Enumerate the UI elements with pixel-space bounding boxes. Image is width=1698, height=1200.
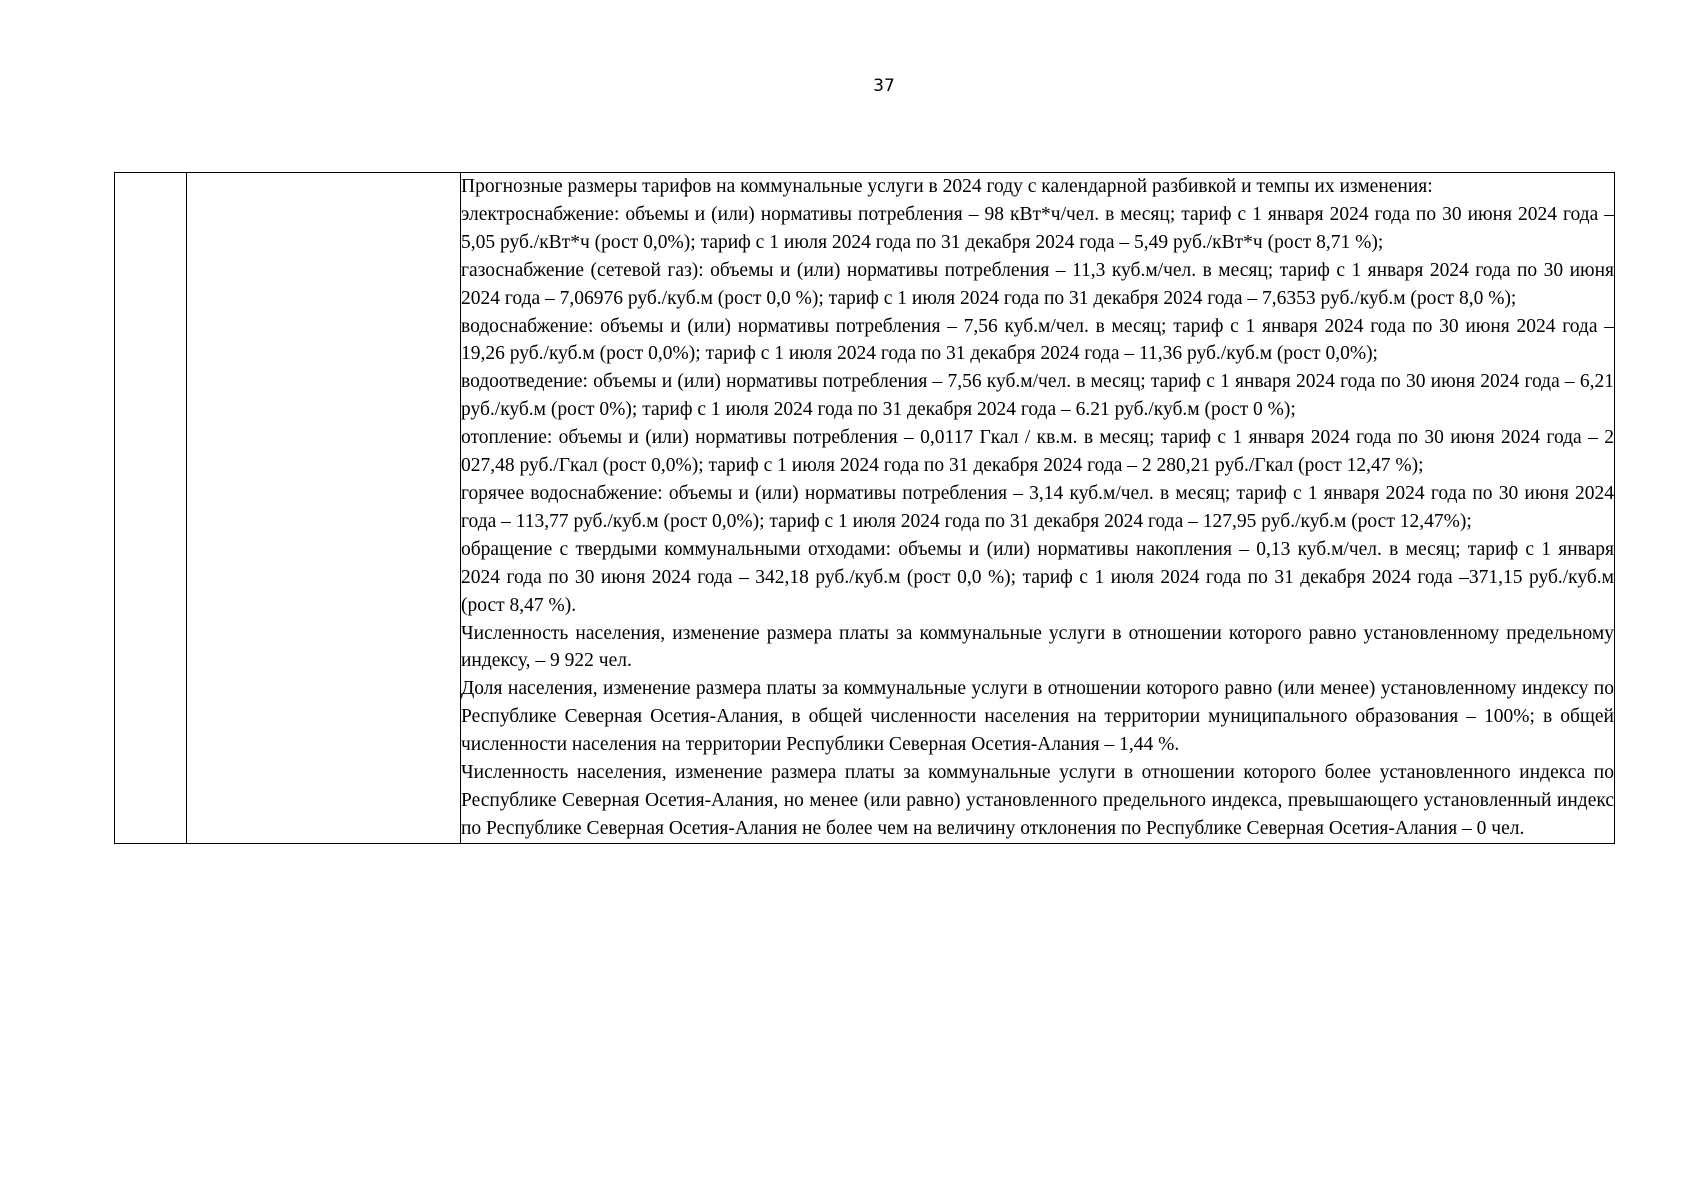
- paragraph-gas: газоснабжение (сетевой газ): объемы и (или) нормативы потребления – 11,3 куб.м/чел. в месяц; тариф с 1 января 2024 года по 30 июня 2024 года – 7,06976 руб./куб.м (рост 0,0 %); тариф с 1 июля 2024 года по 31 декабря 2024 года – 7,6353 руб./куб.м (рост 8,0 %);: [461, 259, 1614, 309]
- row-number-cell: [115, 173, 187, 844]
- paragraph-population-share: Доля населения, изменение размера платы за коммунальные услуги в отношении которого равно (или менее) установленному индексу по Республике Северная Осетия-Алания, в общей численности населения на территории муниципального образования – 100%; в общей численности населения на территории Республики Северная Осетия-Алания – 1,44 %.: [461, 678, 1614, 756]
- row-content-cell: [461, 173, 1615, 844]
- paragraph-population-above-index: Численность населения, изменение размера платы за коммунальные услуги в отношении которого более установленного индекса по Республике Северная Осетия-Алания, но менее (или равно) установленного предельного индекса, превышающего установленный индекс по Республике Северная Осетия-Алания не более чем на величину отклонения по Республике Северная Осетия-Алания – 0 чел.: [461, 762, 1614, 839]
- page-number: 37: [873, 76, 895, 96]
- table-row: [115, 173, 1615, 844]
- paragraph-electricity: электроснабжение: объемы и (или) нормативы потребления – 98 кВт*ч/чел. в месяц; тариф с 1 января 2024 года по 30 июня 2024 года – 5,05 руб./кВт*ч (рост 0,0%); тариф с 1 июля 2024 года по 31 декабря 2024 года – 5,49 руб./кВт*ч (рост 8,71 %);: [461, 203, 1614, 253]
- paragraph-sewerage: водоотведение: объемы и (или) нормативы потребления – 7,56 куб.м/чел. в месяц; тариф с 1 января 2024 года по 30 июня 2024 года – 6,21 руб./куб.м (рост 0%); тариф с 1 июля 2024 года по 31 декабря 2024 года – 6.21 руб./куб.м (рост 0 %);: [461, 371, 1614, 421]
- paragraph-hot-water: горячее водоснабжение: объемы и (или) нормативы потребления – 3,14 куб.м/чел. в месяц; тариф с 1 января 2024 года по 30 июня 2024 года – 113,77 руб./куб.м (рост 0,0%); тариф с 1 июля 2024 года по 31 декабря 2024 года – 127,95 руб./куб.м (рост 12,47%);: [461, 482, 1614, 532]
- paragraph-solid-waste: обращение с твердыми коммунальными отходами: объемы и (или) нормативы накопления – 0,13 куб.м/чел. в месяц; тариф с 1 января 2024 года по 30 июня 2024 года – 342,18 руб./куб.м (рост 0,0 %); тариф с 1 июля 2024 года по 31 декабря 2024 года –371,15 руб./куб.м (рост 8,47 %).: [461, 538, 1614, 616]
- row-name-cell: [187, 173, 461, 844]
- document-table: [114, 172, 1615, 844]
- paragraph-population-limit: Численность населения, изменение размера платы за коммунальные услуги в отношении которого равно установленному предельному индексу, – 9 922 чел.: [461, 622, 1614, 672]
- paragraph-water-supply: водоснабжение: объемы и (или) нормативы потребления – 7,56 куб.м/чел. в месяц; тариф с 1 января 2024 года по 30 июня 2024 года – 19,26 руб./куб.м (рост 0,0%); тариф с 1 июля 2024 года по 31 декабря 2024 года – 11,36 руб./куб.м (рост 0,0%);: [461, 315, 1614, 365]
- paragraph-heating: отопление: объемы и (или) нормативы потребления – 0,0117 Гкал / кв.м. в месяц; тариф с 1 января 2024 года по 30 июня 2024 года – 2 027,48 руб./Гкал (рост 0,0%); тариф с 1 июля 2024 года по 31 декабря 2024 года – 2 280,21 руб./Гкал (рост 12,47 %);: [461, 427, 1614, 477]
- paragraph-heading: Прогнозные размеры тарифов на коммунальные услуги в 2024 году с календарной разбивкой и темпы их изменения:: [461, 176, 1433, 197]
